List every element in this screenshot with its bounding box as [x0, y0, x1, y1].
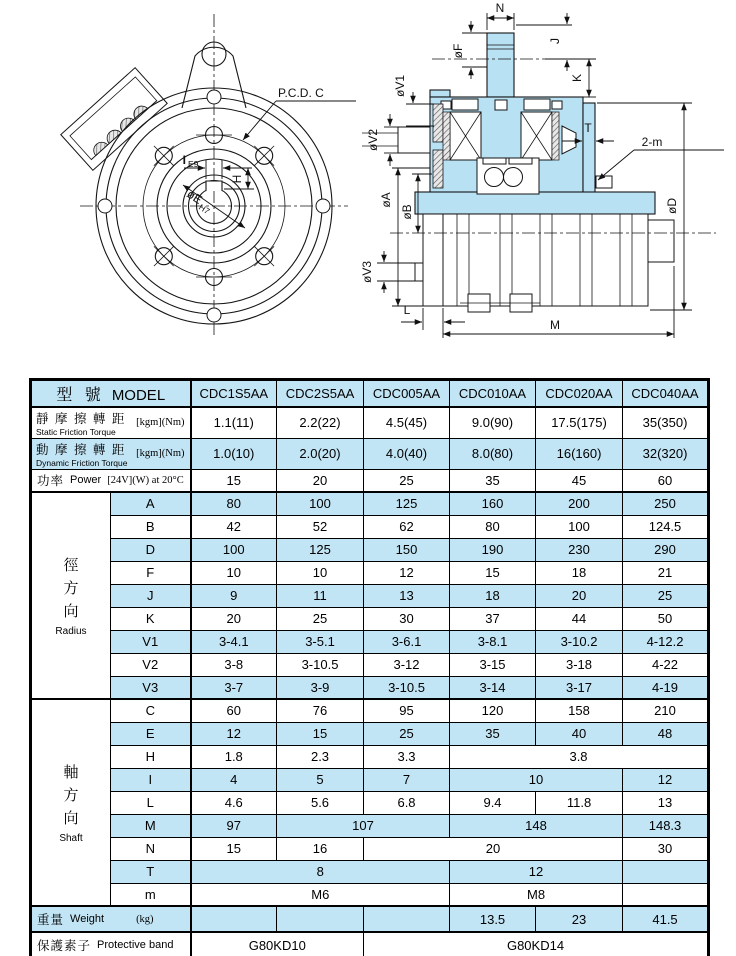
dim-value — [623, 860, 709, 883]
dim-value: 4-12.2 — [623, 630, 709, 653]
dim-row-T — [31, 860, 709, 883]
dim-value: 3-9 — [277, 676, 364, 699]
dim-value: 3-10.5 — [277, 653, 364, 676]
dim-value: 18 — [536, 561, 623, 584]
dim-value: 76 — [277, 699, 364, 722]
pcd-label: P.C.D. C — [278, 86, 324, 100]
dim-value: 3-5.1 — [277, 630, 364, 653]
dim-value: 15 — [450, 561, 536, 584]
dim-row-V3 — [31, 676, 709, 699]
dim-value: 20 — [364, 837, 623, 860]
dim-value: 4.6 — [191, 791, 277, 814]
weight-row — [31, 906, 709, 932]
coil-box-left — [443, 112, 481, 160]
dim-letter: I — [111, 768, 191, 791]
dim-value: 95 — [364, 699, 450, 722]
dim-row-K — [31, 607, 709, 630]
protective-band-value: G80KD10 — [191, 932, 364, 956]
dim-l — [401, 303, 465, 338]
group-label: 徑 方 向 Radius — [31, 492, 111, 699]
dim-value: 190 — [450, 538, 536, 561]
dim-value: 3-7 — [191, 676, 277, 699]
dim-value: 3-4.1 — [191, 630, 277, 653]
dim-value: 4-22 — [623, 653, 709, 676]
section-view-drawing — [360, 1, 724, 338]
keyway-slot — [206, 181, 222, 191]
front-view-drawing — [61, 14, 356, 336]
dim-letter: T — [111, 860, 191, 883]
spec-value: 25 — [364, 469, 450, 492]
dim-value: 3-10.5 — [364, 676, 450, 699]
spec-label: 動 摩 擦 轉 距 Dynamic Friction Torque [kgm](Nm) — [31, 438, 191, 469]
dim-letter: L — [111, 791, 191, 814]
dim-value: 3.8 — [450, 745, 709, 768]
model-name: CDC1S5AA — [191, 380, 277, 407]
dim-value: 52 — [277, 515, 364, 538]
flange-tapped-hole — [596, 176, 612, 188]
dim-value: 4-19 — [623, 676, 709, 699]
dim-label-k: K — [570, 73, 584, 83]
dim-value: 10 — [191, 561, 277, 584]
dim-value: 158 — [536, 699, 623, 722]
spec-row — [31, 469, 709, 492]
spec-label — [31, 469, 191, 492]
dim-value: 3-10.2 — [536, 630, 623, 653]
dim-value: 21 — [623, 561, 709, 584]
protective-band-row — [31, 932, 709, 956]
dim-letter: E — [111, 722, 191, 745]
dim-value: 30 — [364, 607, 450, 630]
dim-value: M8 — [450, 883, 623, 906]
dim-value: 100 — [277, 492, 364, 515]
dim-value: 5 — [277, 768, 364, 791]
dim-value: 42 — [191, 515, 277, 538]
body-step — [430, 90, 450, 97]
dim-letter: F — [111, 561, 191, 584]
dim-value: 13 — [623, 791, 709, 814]
dim-value: 124.5 — [623, 515, 709, 538]
dim-value: 100 — [191, 538, 277, 561]
dim-label-v1: øV1 — [393, 74, 407, 98]
dim-value: 50 — [623, 607, 709, 630]
spec-row — [31, 438, 709, 469]
model-label-zh: 型 號 — [56, 386, 105, 404]
dim-value: 10 — [450, 768, 623, 791]
model-name: CDC020AA — [536, 380, 623, 407]
dim-n — [487, 1, 514, 30]
weight-value: 23 — [536, 906, 623, 932]
dim-value — [623, 883, 709, 906]
dim-letter: B — [111, 515, 191, 538]
dim-value: 3-17 — [536, 676, 623, 699]
keyway-depth-label: H — [230, 174, 244, 184]
dim-label-m: M — [550, 318, 560, 332]
spec-value: 4.0(40) — [364, 438, 450, 469]
dim-value: 3.3 — [364, 745, 450, 768]
dim-value: 3-8.1 — [450, 630, 536, 653]
spec-value: 1.1(11) — [191, 407, 277, 439]
dim-value: 125 — [364, 492, 450, 515]
weight-value: 13.5 — [450, 906, 536, 932]
model-label-en: MODEL — [111, 386, 166, 404]
spec-value: 32(320) — [623, 438, 709, 469]
dim-value: 9.4 — [450, 791, 536, 814]
friction-pad — [433, 150, 443, 188]
mounting-flange-plate — [583, 103, 595, 195]
dim-value: 44 — [536, 607, 623, 630]
spec-value: 45 — [536, 469, 623, 492]
top-bolts — [441, 99, 562, 110]
weight-value — [191, 906, 277, 932]
dim-value: 3-6.1 — [364, 630, 450, 653]
dim-label-b: øB — [400, 204, 414, 220]
dim-value: 35 — [450, 722, 536, 745]
spec-unit: [kgm](Nm) — [136, 417, 185, 428]
spec-value: 60 — [623, 469, 709, 492]
pcd-leader — [243, 101, 276, 140]
model-name: CDC040AA — [623, 380, 709, 407]
model-name: CDC2S5AA — [277, 380, 364, 407]
dim-value: 3-18 — [536, 653, 623, 676]
dim-letter: C — [111, 699, 191, 722]
dim-value: 7 — [364, 768, 450, 791]
spec-value: 35(350) — [623, 407, 709, 439]
dim-value: 3-12 — [364, 653, 450, 676]
dim-value: 1.8 — [191, 745, 277, 768]
dim-row-J — [31, 584, 709, 607]
dim-value: 97 — [191, 814, 277, 837]
dim-value: 125 — [277, 538, 364, 561]
spec-value: 1.0(10) — [191, 438, 277, 469]
dim-value: 62 — [364, 515, 450, 538]
dim-value: M6 — [191, 883, 450, 906]
dim-2m — [598, 135, 724, 180]
protective-band-label — [31, 932, 191, 956]
dim-row-V1 — [31, 630, 709, 653]
spec-value: 2.2(22) — [277, 407, 364, 439]
model-name: CDC005AA — [364, 380, 450, 407]
dim-value: 200 — [536, 492, 623, 515]
protective-band-value: G80KD14 — [364, 932, 709, 956]
dim-value: 250 — [623, 492, 709, 515]
dim-row-D — [31, 538, 709, 561]
dim-value: 6.8 — [364, 791, 450, 814]
dim-value: 4 — [191, 768, 277, 791]
spec-label-en: Power — [70, 474, 102, 487]
dim-k — [570, 59, 596, 97]
dim-row-C — [31, 699, 709, 722]
weight-value — [364, 906, 450, 932]
dim-value: 60 — [191, 699, 277, 722]
dim-value: 80 — [450, 515, 536, 538]
dim-value: 12 — [623, 768, 709, 791]
weight-value: 41.5 — [623, 906, 709, 932]
dim-value: 37 — [450, 607, 536, 630]
dim-row-m — [31, 883, 709, 906]
dim-value: 148.3 — [623, 814, 709, 837]
dim-value: 3-15 — [450, 653, 536, 676]
spec-value: 15 — [191, 469, 277, 492]
spec-row — [31, 407, 709, 439]
dim-letter: A — [111, 492, 191, 515]
dim-value: 8 — [191, 860, 450, 883]
dim-letter: M — [111, 814, 191, 837]
dim-row-A — [31, 492, 709, 515]
bore-label: øE — [184, 186, 205, 207]
dim-letter: D — [111, 538, 191, 561]
dim-value: 25 — [277, 607, 364, 630]
spec-value: 8.0(80) — [450, 438, 536, 469]
group-label: 軸 方 向 Shaft — [31, 699, 111, 906]
dim-label-l: L — [403, 303, 411, 317]
dim-letter: m — [111, 883, 191, 906]
dim-label-t: T — [584, 121, 592, 135]
dim-value: 150 — [364, 538, 450, 561]
dim-label-v2: øV2 — [366, 128, 380, 152]
dim-letter: K — [111, 607, 191, 630]
dim-a — [379, 168, 430, 306]
spec-label-zh: 功率 — [37, 474, 65, 489]
spec-label: 靜 摩 擦 轉 距 Static Friction Torque [kgm](Nm) — [31, 407, 191, 439]
dim-letter: N — [111, 837, 191, 860]
dim-value: 3-14 — [450, 676, 536, 699]
dim-value: 230 — [536, 538, 623, 561]
dim-value: 16 — [277, 837, 364, 860]
protective-label-en: Protective band — [97, 939, 174, 952]
dim-value: 3-8 — [191, 653, 277, 676]
terminal-block-icon — [61, 68, 167, 171]
dim-letter: V2 — [111, 653, 191, 676]
weight-label-en: Weight — [70, 913, 105, 925]
spec-table — [29, 378, 710, 956]
dim-v2 — [362, 114, 430, 166]
friction-pad — [433, 104, 443, 142]
dim-value: 107 — [277, 814, 450, 837]
dim-value: 12 — [450, 860, 623, 883]
rotor-assembly — [415, 214, 674, 312]
spec-unit: [24V](W) at 20°C — [107, 474, 184, 486]
dim-row-I — [31, 768, 709, 791]
spec-value: 17.5(175) — [536, 407, 623, 439]
dim-value: 120 — [450, 699, 536, 722]
dim-label-d: øD — [665, 198, 679, 214]
spec-value: 2.0(20) — [277, 438, 364, 469]
dim-value: 290 — [623, 538, 709, 561]
dim-value: 80 — [191, 492, 277, 515]
spec-value: 35 — [450, 469, 536, 492]
dim-j — [516, 13, 596, 71]
dim-value: 13 — [364, 584, 450, 607]
stator-flange — [415, 192, 655, 214]
model-header-label — [31, 380, 191, 407]
dim-value: 18 — [450, 584, 536, 607]
dim-v3 — [360, 251, 415, 293]
dim-value: 9 — [191, 584, 277, 607]
model-header-row — [31, 380, 709, 407]
model-name: CDC010AA — [450, 380, 536, 407]
dim-row-M — [31, 814, 709, 837]
bore-tolerance: H7 — [196, 201, 212, 217]
dim-value: 160 — [450, 492, 536, 515]
dim-value: 40 — [536, 722, 623, 745]
dim-value: 11.8 — [536, 791, 623, 814]
bearing-balls — [477, 158, 539, 194]
dim-row-F — [31, 561, 709, 584]
spec-value: 20 — [277, 469, 364, 492]
dim-label-a: øA — [379, 192, 393, 208]
dim-row-B — [31, 515, 709, 538]
spec-unit: [kgm](Nm) — [136, 448, 185, 459]
shaft-hub — [487, 33, 514, 97]
dim-letter: H — [111, 745, 191, 768]
dim-letter: J — [111, 584, 191, 607]
dim-f — [451, 21, 487, 79]
dim-value: 11 — [277, 584, 364, 607]
dim-letter: V1 — [111, 630, 191, 653]
dim-row-V2 — [31, 653, 709, 676]
weight-value — [277, 906, 364, 932]
keyway-width-label: I — [182, 153, 186, 167]
dim-value: 5.6 — [277, 791, 364, 814]
dim-value: 148 — [450, 814, 623, 837]
dim-value: 12 — [191, 722, 277, 745]
technical-drawings — [0, 0, 736, 372]
dim-label-f: øF — [451, 43, 465, 59]
dim-value: 20 — [191, 607, 277, 630]
spec-value: 4.5(45) — [364, 407, 450, 439]
dim-row-E — [31, 722, 709, 745]
dim-value: 48 — [623, 722, 709, 745]
weight-unit: (kg) — [136, 913, 154, 925]
keyway-width-tolerance: E9 — [188, 159, 199, 169]
dim-value: 25 — [364, 722, 450, 745]
dim-value: 15 — [277, 722, 364, 745]
dim-value: 10 — [277, 561, 364, 584]
dim-label-j: J — [548, 38, 562, 44]
spec-value: 16(160) — [536, 438, 623, 469]
dim-value: 12 — [364, 561, 450, 584]
dim-value: 2.3 — [277, 745, 364, 768]
weight-label — [31, 906, 191, 932]
dim-row-N — [31, 837, 709, 860]
dim-label-2m: 2-m — [641, 135, 663, 149]
dim-value: 30 — [623, 837, 709, 860]
dim-value: 25 — [623, 584, 709, 607]
spec-value: 9.0(90) — [450, 407, 536, 439]
dim-letter: V3 — [111, 676, 191, 699]
weight-label-zh: 重量 — [37, 913, 65, 927]
dim-value: 20 — [536, 584, 623, 607]
dim-row-L — [31, 791, 709, 814]
dim-row-H — [31, 745, 709, 768]
dim-value: 210 — [623, 699, 709, 722]
dim-value: 15 — [191, 837, 277, 860]
protective-label-zh: 保護素子 — [37, 939, 92, 954]
dim-value: 100 — [536, 515, 623, 538]
dim-label-n: N — [495, 1, 505, 15]
dim-label-v3: øV3 — [360, 260, 374, 284]
